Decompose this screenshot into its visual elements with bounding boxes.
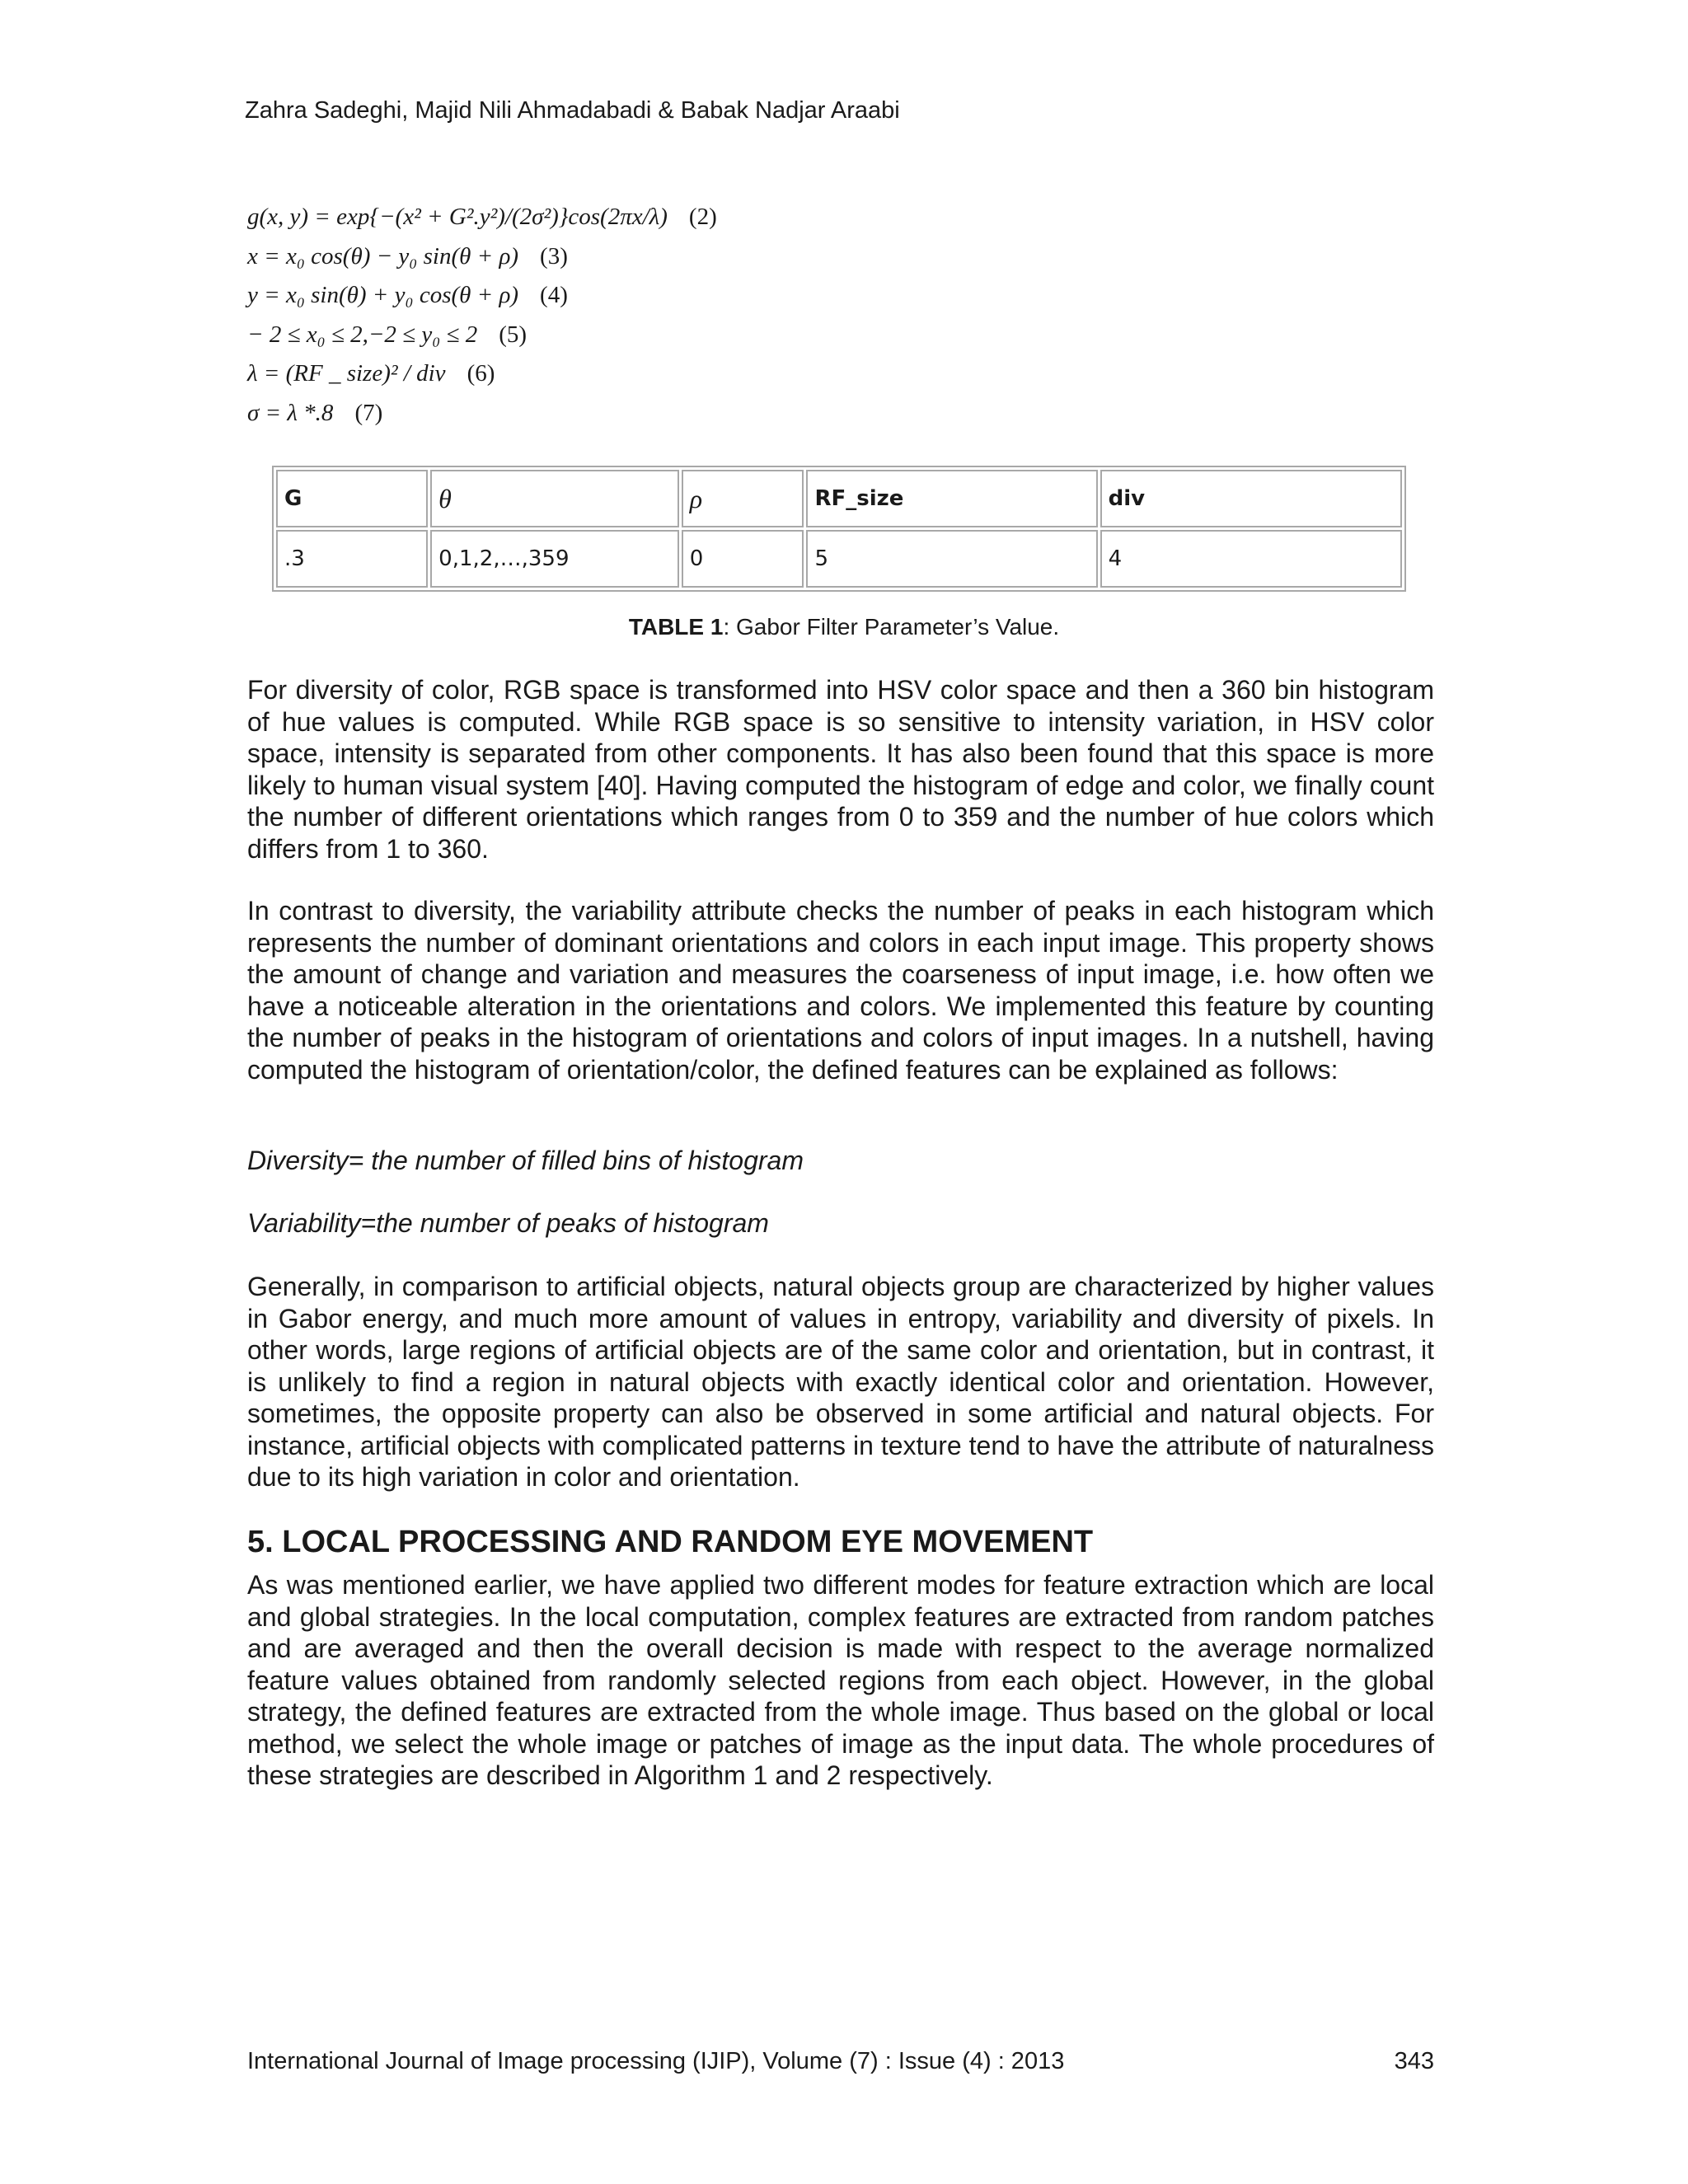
- paragraph-diversity: [247, 674, 1434, 865]
- equation-number: (4): [540, 282, 568, 308]
- table-cell: 5: [806, 530, 1097, 588]
- paragraph-text: In contrast to diversity, the variability attribute checks the number of peaks in each histogram which represents the number of dominant orientations and colors in each input image. This property shows the amount of change and variation and measures the coarseness of input image, i.e. how often we have a noticeable alteration in the orientations and colors. We implemented this feature by counting the number of peaks in the histogram of orientations and colors of input images. In a nutshell, having computed the histogram of orientation/color, the defined features can be explained as follows:: [247, 896, 1434, 1085]
- equation-expr: g(x, y) = exp{−(x² + G².y²)/(2σ²)}cos(2πx/λ): [247, 204, 668, 230]
- table-header-cell: RF_size: [806, 470, 1097, 527]
- paragraph-variability: [247, 895, 1434, 1085]
- table-cell: 0,1,2,…,359: [430, 530, 679, 588]
- equation-7: [247, 394, 717, 434]
- table-caption: [0, 614, 1688, 640]
- equation-number: (2): [688, 204, 717, 230]
- table-row: [276, 530, 1402, 588]
- equation-expr: y = x₀ sin(θ) + y₀ cos(θ + ρ): [247, 282, 519, 308]
- table-header-cell: ρ: [682, 470, 804, 527]
- section-heading: 5. LOCAL PROCESSING AND RANDOM EYE MOVEMENT: [247, 1525, 1094, 1559]
- paragraph-comparison: [247, 1271, 1434, 1493]
- definition-diversity: Diversity= the number of filled bins of histogram: [247, 1146, 804, 1175]
- equation-block: [247, 198, 717, 433]
- equation-number: (7): [354, 399, 383, 426]
- equation-2: [247, 198, 717, 237]
- equation-5: [247, 316, 717, 355]
- equation-expr: σ = λ *.8: [247, 399, 334, 426]
- equation-expr: λ = (RF _ size)² / div: [247, 360, 446, 387]
- equation-4: [247, 276, 717, 316]
- paragraph-local-processing: [247, 1569, 1434, 1792]
- equation-6: [247, 354, 717, 394]
- table-caption-text: : Gabor Filter Parameter’s Value.: [723, 614, 1060, 640]
- table-cell: .3: [276, 530, 428, 588]
- definition-variability: Variability=the number of peaks of histogram: [247, 1208, 769, 1238]
- table-header-cell: G: [276, 470, 428, 527]
- paragraph-text: For diversity of color, RGB space is transformed into HSV color space and then a 360 bin histogram of hue values is computed. While RGB space is so sensitive to intensity variation, in HSV color space, intensity is separated from other components. It has also been found that this space is more likely to human visual system [40]. Having computed the histogram of edge and color, we finally count the number of different orientations which ranges from 0 to 359 and the number of hue colors which differs from 1 to 360.: [247, 675, 1434, 864]
- table-header-cell: div: [1100, 470, 1402, 527]
- paragraph-text: As was mentioned earlier, we have applied two different modes for feature extraction which are local and global strategies. In the local computation, complex features are extracted from random patches and are averaged and then the overall decision is made with respect to the average normalized feature values obtained from randomly selected regions from each object. However, in the global strategy, the defined features are extracted from the whole image. Thus based on the global or local method, we select the whole image or patches of image as the input data. The whole procedures of these strategies are described in Algorithm 1 and 2 respectively.: [247, 1570, 1434, 1790]
- page-footer: [247, 2048, 1434, 2075]
- table-header-row: [276, 470, 1402, 527]
- equation-expr: − 2 ≤ x₀ ≤ 2,−2 ≤ y₀ ≤ 2: [247, 321, 478, 348]
- table-header-cell: θ: [430, 470, 679, 527]
- table-cell: 4: [1100, 530, 1402, 588]
- page-number: 343: [1394, 2048, 1434, 2074]
- parameter-table: [272, 466, 1406, 592]
- equation-number: (6): [467, 360, 495, 387]
- running-header: Zahra Sadeghi, Majid Nili Ahmadabadi & Babak Nadjar Araabi: [245, 97, 900, 124]
- equation-number: (5): [499, 321, 528, 348]
- equation-expr: x = x₀ cos(θ) − y₀ sin(θ + ρ): [247, 242, 519, 269]
- table-caption-label: TABLE 1: [628, 614, 724, 640]
- journal-citation: International Journal of Image processing (IJIP), Volume (7) : Issue (4) : 2013: [247, 2048, 1065, 2074]
- paragraph-text: Generally, in comparison to artificial objects, natural objects group are characterized by higher values in Gabor energy, and much more amount of values in entropy, variability and diversity of pixels. In other words, large regions of artificial objects are of the same color and orientation, but in contrast, it is unlikely to find a region in natural objects with exactly identical color and orientation. However, sometimes, the opposite property can also be observed in some artificial and natural objects. For instance, artificial objects with complicated patterns in texture tend to have the attribute of naturalness due to its high variation in color and orientation.: [247, 1272, 1434, 1492]
- equation-number: (3): [540, 242, 568, 269]
- table-cell: 0: [682, 530, 804, 588]
- equation-3: [247, 237, 717, 277]
